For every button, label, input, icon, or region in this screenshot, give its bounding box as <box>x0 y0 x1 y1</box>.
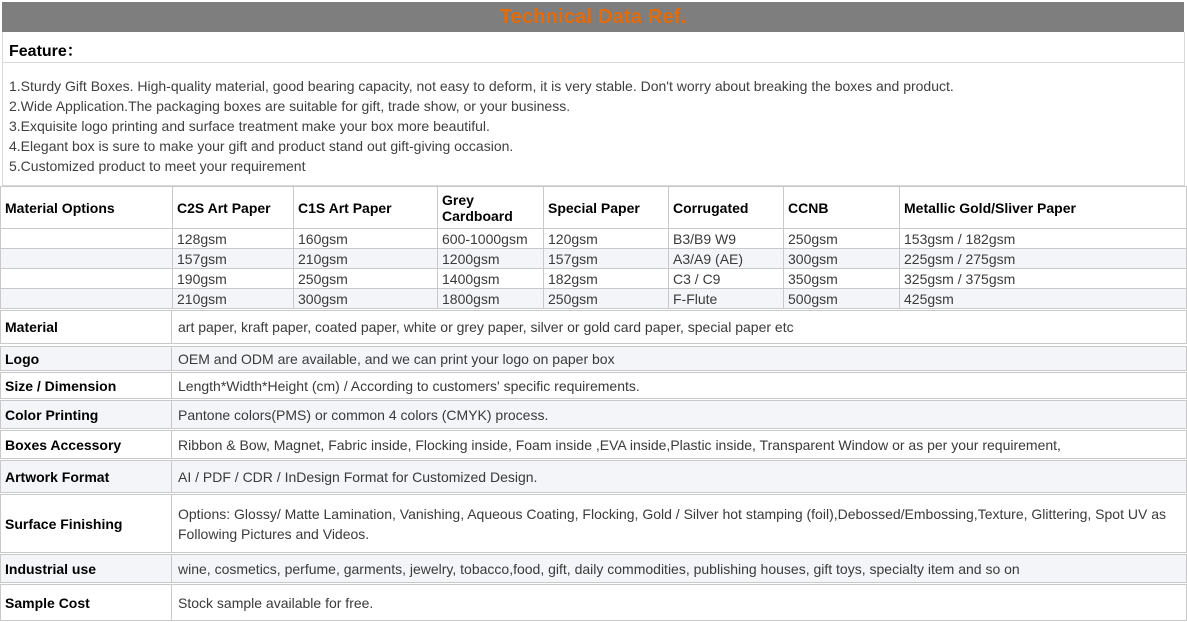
spec-label: Logo <box>1 347 172 370</box>
feature-item: 4.Elegant box is sure to make your gift and product stand out gift-giving occasion. <box>9 138 514 154</box>
table-cell: 225gsm / 275gsm <box>900 249 1187 269</box>
table-cell: 250gsm <box>544 289 669 309</box>
table-cell: 182gsm <box>544 269 669 289</box>
spec-label: Sample Cost <box>1 585 172 620</box>
spec-value: AI / PDF / CDR / InDesign Format for Customized Design. <box>178 468 538 485</box>
title-bar <box>2 2 1184 32</box>
table-cell: 160gsm <box>294 229 438 249</box>
table-cell: 425gsm <box>900 289 1187 309</box>
table-cell: 250gsm <box>294 269 438 289</box>
table-cell: 300gsm <box>294 289 438 309</box>
table-cell: 157gsm <box>173 249 294 269</box>
table-cell: B3/B9 W9 <box>669 229 784 249</box>
spec-label: Material <box>1 311 172 343</box>
column-header: Special Paper <box>544 187 669 229</box>
table-cell: 1800gsm <box>438 289 544 309</box>
table-cell: 250gsm <box>784 229 900 249</box>
table-cell: 157gsm <box>544 249 669 269</box>
spec-row <box>0 372 1187 399</box>
spec-rows <box>0 310 1187 621</box>
table-cell: 120gsm <box>544 229 669 249</box>
table-cell: 153gsm / 182gsm <box>900 229 1187 249</box>
table-cell: 128gsm <box>173 229 294 249</box>
table-cell: 190gsm <box>173 269 294 289</box>
table-cell: 210gsm <box>294 249 438 269</box>
table-cell: 325gsm / 375gsm <box>900 269 1187 289</box>
table-cell: C3 / C9 <box>669 269 784 289</box>
table-cell: 1200gsm <box>438 249 544 269</box>
spec-label: Boxes Accessory <box>1 431 172 458</box>
table-cell: 300gsm <box>784 249 900 269</box>
spec-value: OEM and ODM are available, and we can print your logo on paper box <box>178 350 615 367</box>
column-header: C2S Art Paper <box>173 187 294 229</box>
feature-item: 2.Wide Application.The packaging boxes are suitable for gift, trade show, or your business. <box>9 98 571 114</box>
table-cell: 210gsm <box>173 289 294 309</box>
spec-value: Length*Width*Height (cm) / According to customers' specific requirements. <box>178 377 640 394</box>
column-header: CCNB <box>784 187 900 229</box>
spec-row <box>0 346 1187 371</box>
table-cell <box>1 289 173 309</box>
table-cell <box>1 249 173 269</box>
spec-row <box>0 584 1187 621</box>
feature-item: 3.Exquisite logo printing and surface treatment make your box more beautiful. <box>9 118 490 134</box>
table-cell: 350gsm <box>784 269 900 289</box>
feature-heading: Feature： <box>3 32 1184 63</box>
spec-row <box>0 554 1187 583</box>
spec-label: Surface Finishing <box>1 495 172 552</box>
materials-header-row <box>1 187 1187 229</box>
column-header: Corrugated <box>669 187 784 229</box>
column-header: C1S Art Paper <box>294 187 438 229</box>
spec-value: Ribbon & Bow, Magnet, Fabric inside, Flocking inside, Foam inside ,EVA inside,Plastic inside, Transparent Window or as per your requirement, <box>178 436 1061 453</box>
spec-value: Pantone colors(PMS) or common 4 colors (CMYK) process. <box>178 406 549 423</box>
spec-row <box>0 494 1187 553</box>
feature-item: 1.Sturdy Gift Boxes. High-quality material, good bearing capacity, not easy to deform, it is very stable. Don't worry about breaking the boxes and product. <box>9 78 954 94</box>
table-row <box>1 249 1187 269</box>
table-row <box>1 289 1187 309</box>
spec-label: Size / Dimension <box>1 373 172 398</box>
table-row <box>1 269 1187 289</box>
column-header: Material Options <box>1 187 173 229</box>
materials-body <box>1 229 1187 309</box>
feature-item: 5.Customized product to meet your requirement <box>9 158 306 174</box>
spec-row <box>0 430 1187 459</box>
feature-list <box>3 63 1184 186</box>
table-cell: 1400gsm <box>438 269 544 289</box>
feature-section <box>2 32 1185 186</box>
table-cell: A3/A9 (AE) <box>669 249 784 269</box>
page-title: Technical Data Ref. <box>499 5 687 28</box>
spec-row <box>0 460 1187 493</box>
table-cell: 600-1000gsm <box>438 229 544 249</box>
spec-value: Stock sample available for free. <box>178 594 374 611</box>
spec-label: Color Printing <box>1 401 172 428</box>
table-cell <box>1 269 173 289</box>
spec-value: Options: Glossy/ Matte Lamination, Vanishing, Aqueous Coating, Flocking, Gold / Silver hot stamping (foil),Debossed/Embossing,Texture, Glittering, Spot UV as Following Pictures and Videos. <box>178 505 1166 542</box>
spec-row <box>0 310 1187 344</box>
page <box>0 2 1187 622</box>
column-header: Grey Cardboard <box>438 187 544 229</box>
spec-value: art paper, kraft paper, coated paper, white or grey paper, silver or gold card paper, special paper etc <box>178 319 794 335</box>
spec-label: Industrial use <box>1 555 172 582</box>
spec-row <box>0 400 1187 429</box>
column-header: Metallic Gold/Sliver Paper <box>900 187 1187 229</box>
materials-table <box>0 186 1187 309</box>
spec-label: Artwork Format <box>1 461 172 492</box>
table-cell: 500gsm <box>784 289 900 309</box>
table-row <box>1 229 1187 249</box>
table-cell <box>1 229 173 249</box>
spec-value: wine, cosmetics, perfume, garments, jewelry, tobacco,food, gift, daily commodities, publishing houses, gift toys, specialty item and so on <box>178 560 1020 577</box>
table-cell: F-Flute <box>669 289 784 309</box>
